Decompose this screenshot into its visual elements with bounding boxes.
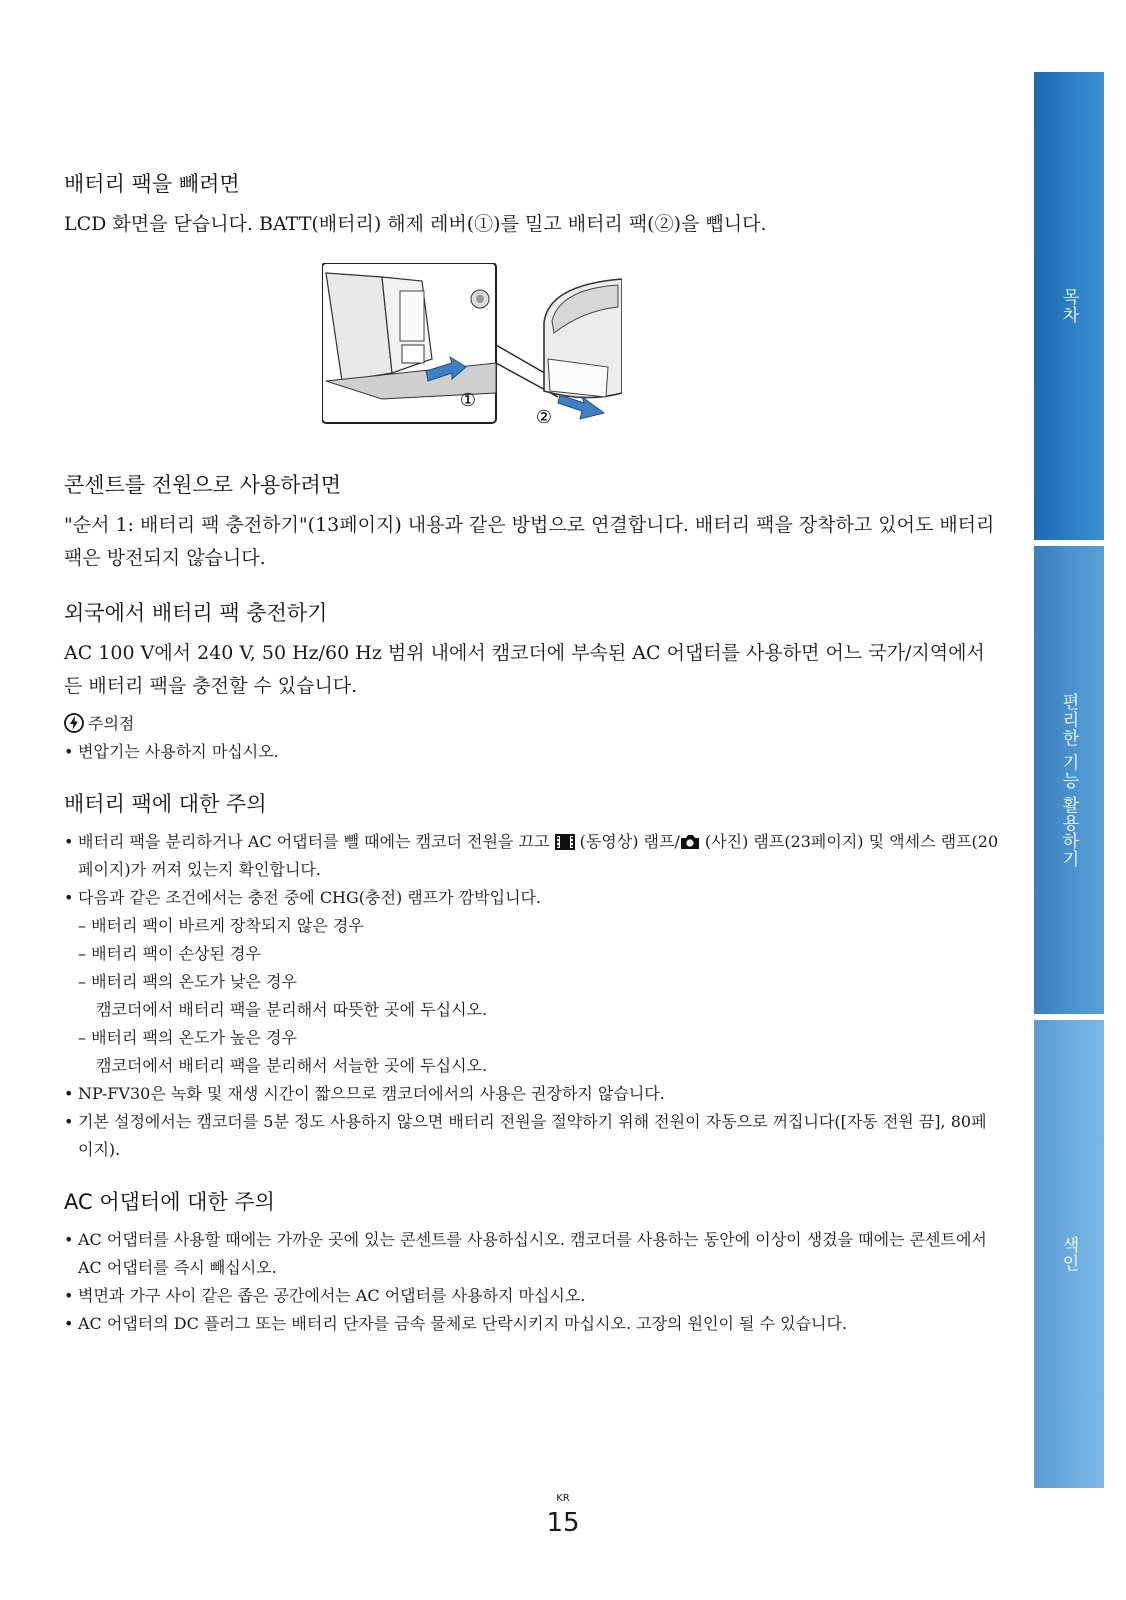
camcorder-battery-drawing (322, 263, 622, 443)
figure-label-1: ① (459, 390, 477, 411)
footer-language: KR (556, 1493, 570, 1504)
heading-battery-notes: 배터리 팩에 대한 주의 (64, 792, 267, 816)
tab-useful-features[interactable] (1034, 546, 1104, 1014)
text-outlet-power: "순서 1: 배터리 팩 충전하기"(13페이지) 내용과 같은 방법으로 연결합니다. 배터리 팩을 장착하고 있어도 배터리 팩은 방전되지 않습니다. (64, 514, 995, 569)
heading-outlet-power: 콘센트를 전원으로 사용하려면 (64, 473, 342, 497)
figure-label-2: ② (535, 407, 553, 428)
tab-index-label: 색인 (1058, 1236, 1079, 1272)
battery-note-item: • 기본 설정에서는 캠코더를 5분 정도 사용하지 않으면 배터리 전원을 절약하기 위해 전원이 자동으로 꺼집니다([자동 전원 끔], 80페이지). (64, 1108, 999, 1164)
battery-removal-illustration (322, 263, 622, 443)
section-adapter-notes (64, 1186, 999, 1338)
adapter-note-item: • 벽면과 가구 사이 같은 좁은 공간에서는 AC 어댑터를 사용하지 마십시오. (64, 1282, 999, 1310)
caution-header (64, 711, 999, 734)
page-number: 15 (546, 1508, 580, 1538)
battery-note-1a: 배터리 팩을 분리하거나 AC 어댑터를 뺄 때에는 캠코더 전원을 끄고 (78, 832, 555, 851)
battery-note-1c: (사진) 램프(23페이지) 및 액세스 램프(20페이지)가 꺼져 있는지 확인합니다. (78, 832, 999, 879)
condition-item: – 배터리 팩의 온도가 낮은 경우 (78, 972, 297, 991)
tab-useful-features-label: 편리한 기능 활용하기 (1058, 692, 1079, 868)
tab-contents-label: 목차 (1058, 288, 1079, 324)
heading-adapter-notes: AC 어댑터에 대한 주의 (64, 1190, 275, 1214)
section-charge-abroad (64, 597, 999, 766)
section-remove-battery (64, 168, 999, 443)
adapter-note-item: • AC 어댑터의 DC 플러그 또는 배터리 단자를 금속 물체로 단락시키지 마십시오. 고장의 원인이 될 수 있습니다. (64, 1310, 999, 1338)
camera-icon (680, 834, 700, 850)
condition-note: 캠코더에서 배터리 팩을 분리해서 서늘한 곳에 두십시오. (96, 1056, 488, 1075)
section-outlet-power (64, 469, 999, 575)
condition-item: – 배터리 팩의 온도가 높은 경우 (78, 1028, 297, 1047)
section-battery-notes (64, 788, 999, 1164)
battery-note-item: • NP-FV30은 녹화 및 재생 시간이 짧으므로 캠코더에서의 사용은 권장하지 않습니다. (64, 1080, 999, 1108)
adapter-note-item: • AC 어댑터를 사용할 때에는 가까운 곳에 있는 콘센트를 사용하십시오. 캠코더를 사용하는 동안에 이상이 생겼을 때에는 콘센트에서 AC 어댑터를 즉시 빼십시오. (64, 1226, 999, 1282)
caution-title: 주의점 (88, 714, 135, 733)
condition-item: – 배터리 팩이 바르게 장착되지 않은 경우 (78, 916, 364, 935)
text-remove-battery: LCD 화면을 닫습니다. BATT(배터리) 해제 레버(①)를 밀고 배터리 팩(②)을 뺍니다. (64, 213, 767, 235)
battery-note-1b: (동영상) 램프/ (574, 832, 680, 851)
condition-item: – 배터리 팩이 손상된 경우 (78, 944, 261, 963)
caution-icon (64, 713, 84, 733)
battery-notes-list-2 (64, 1080, 999, 1164)
caution-item: • 변압기는 사용하지 마십시오. (64, 738, 999, 766)
movie-icon (555, 834, 575, 850)
battery-note-item: • 다음과 같은 조건에서는 충전 중에 CHG(충전) 램프가 깜박입니다. (64, 884, 999, 912)
tab-index[interactable] (1034, 1020, 1104, 1488)
battery-note-item (64, 828, 999, 884)
heading-remove-battery: 배터리 팩을 빼려면 (64, 172, 240, 196)
side-tabs (1034, 72, 1104, 1494)
adapter-notes-list (64, 1226, 999, 1338)
caution-list (64, 738, 999, 766)
tab-contents[interactable] (1034, 72, 1104, 540)
condition-note: 캠코더에서 배터리 팩을 분리해서 따뜻한 곳에 두십시오. (96, 1000, 488, 1019)
text-charge-abroad: AC 100 V에서 240 V, 50 Hz/60 Hz 범위 내에서 캠코더에 부속된 AC 어댑터를 사용하면 어느 국가/지역에서든 배터리 팩을 충전할 수 있습니다. (64, 642, 985, 697)
battery-notes-list (64, 828, 999, 912)
heading-charge-abroad: 외국에서 배터리 팩 충전하기 (64, 601, 328, 625)
main-content (64, 168, 999, 1360)
